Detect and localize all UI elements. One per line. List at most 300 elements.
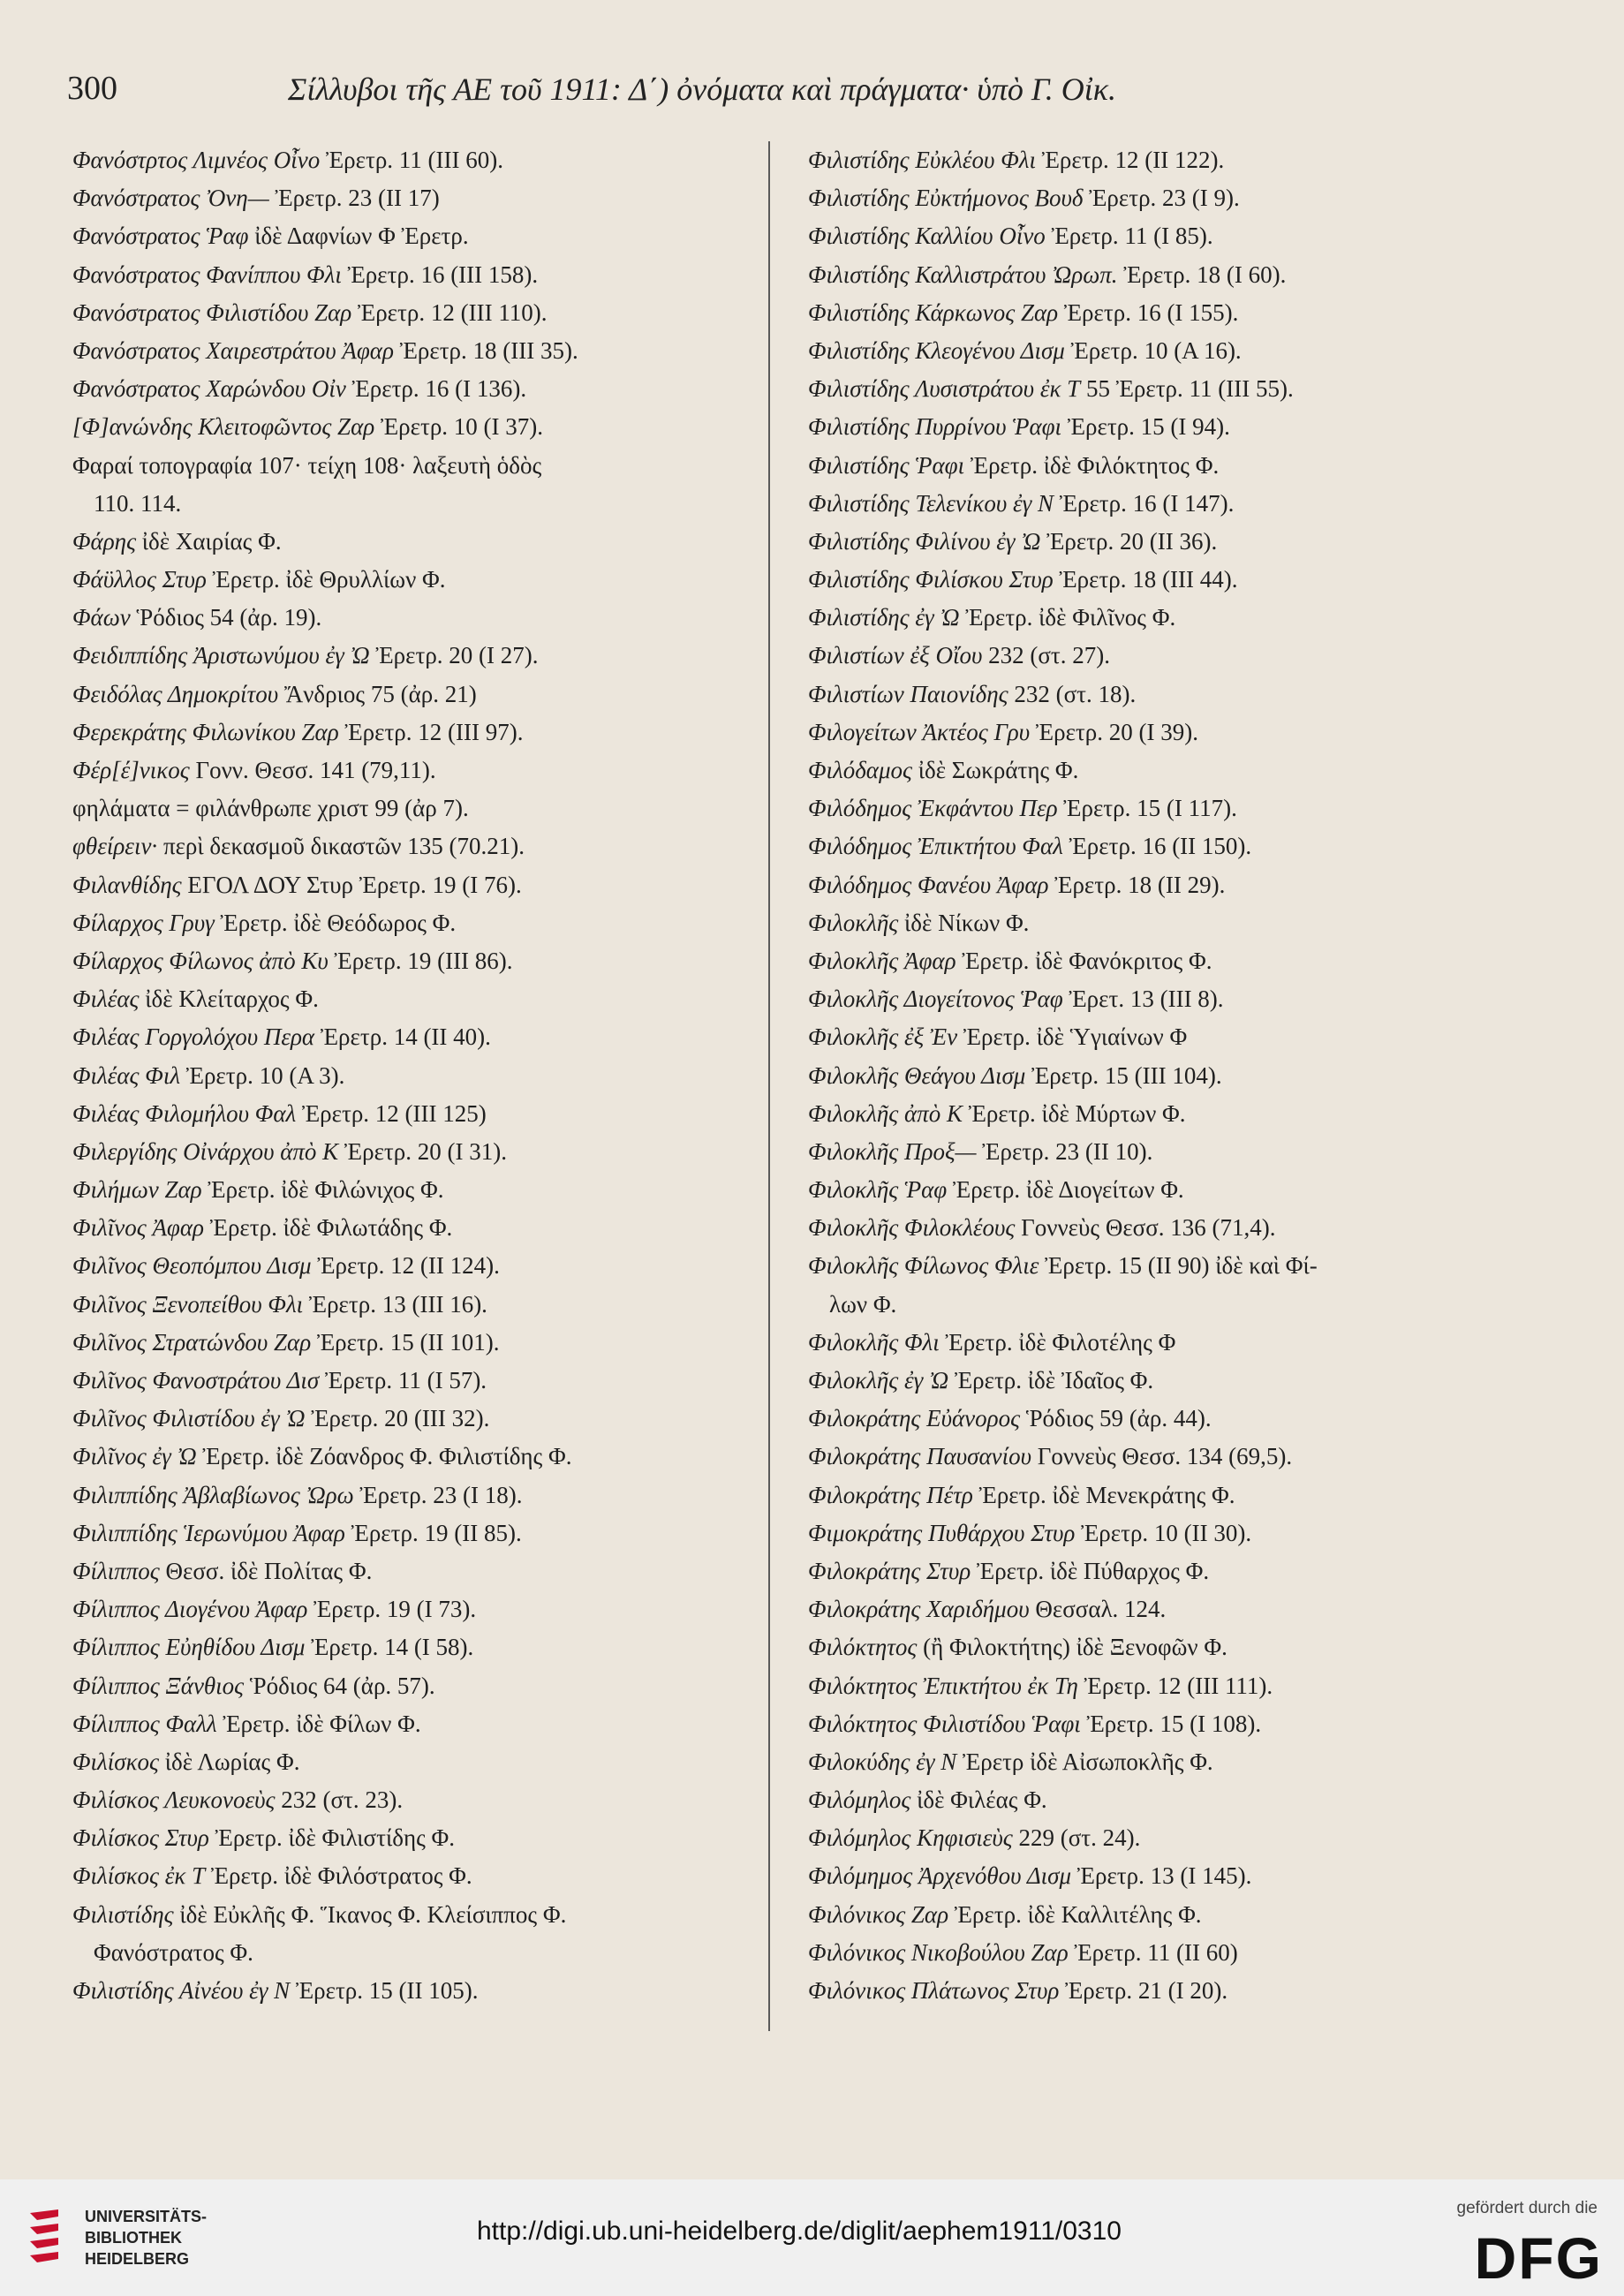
entry-name: Φίλιππος Διογένου Ἀφαρ (72, 1596, 308, 1623)
entry-reference: Ἐρετρ. ἰδὲ Φιλώνιχος Φ. (201, 1176, 444, 1204)
entry-reference: Ἐρετρ. 12 (II 124). (311, 1252, 500, 1280)
entry-reference: Ἐρετρ. 15 (II 105). (290, 1977, 479, 2004)
entry-name: Φιλιστίδης (72, 1900, 174, 1928)
entry-name: Φανόστρατος Ὀνη— (72, 185, 269, 212)
entry-name: Φιλιστίδης Εὐκτήμονος Βουδ (808, 185, 1084, 212)
index-entry (808, 1095, 1532, 1133)
entry-reference: Ἐρετρ. 16 (III 158). (341, 261, 539, 288)
entry-reference: Ἐρετρ. 18 (III 44). (1053, 566, 1238, 593)
index-entry (808, 1133, 1532, 1171)
entry-reference: Ἐρετρ. 23 (I 9). (1083, 185, 1240, 212)
funding-caption: gefördert durch die (1456, 2199, 1598, 2217)
entry-reference: Ἐρετρ. 13 (I 145). (1071, 1862, 1252, 1890)
entry-reference: Ἐρετρ. 15 (II 90) ἰδὲ καὶ Φί- (1039, 1252, 1318, 1280)
entry-reference: Ἐρετρ. 10 (I 37). (374, 413, 544, 441)
entry-reference: Ἐρετρ. 10 (A 16). (1064, 336, 1242, 364)
entry-name: Φιλέας Γοργολόχου Περα (72, 1023, 315, 1051)
entry-name: Φιλοκλῆς Ῥαφ (808, 1176, 948, 1204)
index-entry (72, 447, 797, 485)
index-entry (72, 1400, 797, 1438)
entry-reference: 232 (στ. 27). (982, 642, 1111, 669)
index-entry (808, 1857, 1532, 1895)
entry-reference: Ἐρετρ. ἰδὲ Φιλόκτητος Φ. (964, 451, 1220, 479)
entry-name: Φιλιστίδης Φιλίνου ἐγ Ὠ (808, 527, 1041, 555)
entry-reference: Ἐρετρ. ἰδὲ Φίλων Φ. (216, 1710, 421, 1737)
entry-name: Φιλοκλῆς ἐγ Ὠ (808, 1367, 949, 1393)
page-header (67, 69, 1551, 122)
entry-name: Φιλοκλῆς Φιλοκλέους (808, 1214, 1016, 1242)
entry-reference: ἰδὲ Χαιρίας Φ. (136, 527, 282, 555)
entry-name: Φιλοκράτης Στυρ (808, 1557, 971, 1584)
entry-reference: Ῥόδιος 64 (ἀρ. 57). (244, 1672, 435, 1699)
index-entry (808, 1286, 1532, 1324)
index-entry (72, 751, 797, 789)
entry-reference: Ἐρετρ. 20 (I 31). (338, 1137, 507, 1165)
entry-name: Φιλίσκος Λευκονοεὺς (72, 1786, 276, 1814)
index-entry (72, 1247, 797, 1285)
entry-reference: Ἐρετρ ἰδὲ Αἰσωποκλῆς Φ. (956, 1748, 1213, 1775)
library-name-line: UNIVERSITÄTS- (85, 2208, 208, 2225)
entry-reference: Ῥόδιος 59 (ἀρ. 44). (1020, 1405, 1212, 1432)
index-entry (808, 1209, 1532, 1247)
index-entry (72, 904, 797, 942)
entry-reference: Γονν. Θεσσ. 141 (79,11). (189, 757, 436, 783)
entry-reference: Ἐρετρ. 16 (I 147). (1054, 489, 1235, 517)
index-entry (808, 523, 1532, 561)
entry-name: Φιλόδημος Ἐκφάντου Περ (808, 795, 1058, 822)
entry-reference: 232 (στ. 23). (275, 1786, 404, 1814)
index-entry (808, 332, 1532, 370)
index-entry (72, 942, 797, 980)
entry-reference: Ἐρετρ. 19 (I 73). (307, 1596, 477, 1623)
entry-reference: Ἐρετρ. 10 (A 3). (180, 1061, 345, 1089)
index-entry (808, 1514, 1532, 1552)
entry-name: Φίλιππος Φαλλ (72, 1710, 217, 1737)
index-entry (72, 637, 797, 675)
entry-reference: Ἐρετρ. 15 (I 94). (1061, 413, 1230, 441)
column-divider (768, 141, 770, 2031)
index-entry (808, 217, 1532, 255)
entry-reference: Ἐρετρ. ἰδὲ Ὑγιαίνων Φ (957, 1023, 1188, 1051)
entry-name: Φιλιστίδης Ῥαφι (808, 451, 965, 479)
index-entry (72, 1133, 797, 1171)
index-entry (808, 370, 1532, 408)
index-entry (72, 1819, 797, 1857)
entry-reference: Ἐρετρ. 12 (III 97). (338, 718, 524, 745)
entry-reference: Ἐρετρ. ἰδὲ Μενεκράτης Φ. (972, 1481, 1235, 1508)
right-column (808, 141, 1532, 2010)
entry-name: Φιλοκλῆς Διογείτονος Ῥαφ (808, 986, 1063, 1013)
entry-reference: Ἐρετρ. 15 (I 117). (1057, 795, 1237, 822)
entry-name: Φιλόνικος Ζαρ (808, 1900, 949, 1928)
left-column (72, 141, 797, 2010)
entry-reference: Ἐρετρ. 23 (II 10). (976, 1137, 1153, 1165)
index-entry (808, 714, 1532, 751)
entry-name: Φιλιστίδης Τελενίκου ἐγ Ν (808, 489, 1054, 517)
index-entry (72, 980, 797, 1018)
permalink-url[interactable]: http://digi.ub.uni-heidelberg.de/diglit/aephem1911/0310 (477, 2217, 1122, 2246)
entry-reference: Ἐρετρ. ἰδὲ Φιλόστρατος Φ. (205, 1862, 472, 1890)
index-entry (72, 827, 797, 865)
entry-name: Φιλιστίδης Κάρκωνος Ζαρ (808, 298, 1059, 326)
index-entry (72, 485, 797, 523)
entry-name: Φιλοκλῆς ἀπὸ Κ (808, 1099, 963, 1127)
entry-name: Φιλῖνος Φιλιστίδου ἐγ Ὠ (72, 1405, 306, 1432)
entry-reference: Ἐρετ. 13 (III 8). (1062, 986, 1224, 1013)
entry-name: Φιλιστίδης Καλλίου Οἶνο (808, 223, 1046, 250)
index-entry (808, 1247, 1532, 1285)
entry-name: Φανόστρατος Φανίππου Φλι (72, 261, 342, 288)
entry-name: [Φ]ανώνδης Κλειτοφῶντος Ζαρ (72, 413, 375, 441)
entry-name: Φιλοκλῆς ἐξ Ἐν (808, 1023, 958, 1051)
index-entry (808, 1552, 1532, 1590)
entry-reference: Ἐρετρ. 12 (III 110). (351, 298, 548, 326)
index-entry (72, 179, 797, 217)
entry-name: φθείρειν· (72, 833, 158, 860)
index-entry (72, 1972, 797, 2010)
entry-reference: Ἐρετρ. ἰδὲ Φανόκριτος Φ. (956, 947, 1212, 974)
entry-name: Φιλῖνος Θεοπόμπου Δισμ (72, 1252, 312, 1280)
library-name-line: BIBLIOTHEK (85, 2229, 182, 2247)
index-entry (808, 1018, 1532, 1056)
index-entry (72, 1514, 797, 1552)
index-entry (72, 1324, 797, 1362)
entry-name: Φιλιστίδης Φιλίσκου Στυρ (808, 566, 1054, 593)
entry-name: Φιλόδημος Ἐπικτήτου Φαλ (808, 833, 1063, 860)
entry-reference: Ἐρετρ. 20 (III 32). (305, 1405, 490, 1432)
entry-reference: Ἐρετρ. 20 (I 39). (1030, 718, 1198, 745)
entry-reference: Ἐρετρ. 21 (I 20). (1059, 1977, 1228, 2004)
entry-reference: 55 Ἐρετρ. 11 (III 55). (1080, 375, 1294, 403)
entry-reference: περὶ δεκασμοῦ δικαστῶν 135 (70.21). (157, 833, 525, 860)
index-entry (72, 866, 797, 904)
index-entry (808, 141, 1532, 179)
entry-reference: Ἐρετρ. ἰδὲ Φιλιστίδης Φ. (208, 1824, 455, 1852)
index-entry (72, 1477, 797, 1514)
entry-name: Φανόστρατος Ῥαφ (72, 223, 249, 250)
index-entry (72, 1095, 797, 1133)
index-entry (808, 1171, 1532, 1209)
entry-name: Φιλίσκος (72, 1748, 159, 1775)
entry-name: Φιλοκλῆς Φίλωνος Φλιε (808, 1252, 1039, 1280)
entry-reference: Ἐρετρ. 15 (III 104). (1025, 1061, 1222, 1089)
index-entry (72, 1781, 797, 1819)
index-entry (808, 1590, 1532, 1628)
index-entry (808, 1819, 1532, 1857)
index-entry (808, 179, 1532, 217)
entry-name: Φιλῖνος ἐγ Ὠ (72, 1443, 197, 1470)
entry-reference: Ἐρετρ. 16 (I 136). (345, 375, 527, 403)
index-entry (72, 370, 797, 408)
entry-name: Φάϋλλος Στυρ (72, 566, 207, 593)
entry-name: Φιμοκράτης Πυθάρχου Στυρ (808, 1519, 1076, 1546)
entry-name: Φιλοκλῆς Θεάγου Δισμ (808, 1061, 1026, 1089)
entry-name: Φειδιππίδης Ἀριστωνύμου ἐγ Ὠ (72, 642, 370, 669)
entry-name: Φιλιστίδης Καλλιστράτου Ὠρωπ. (808, 261, 1118, 288)
index-entry (72, 1934, 797, 1972)
entry-name: Φιλῖνος Ἀφαρ (72, 1214, 205, 1242)
entry-reference: Ἐρετρ. 11 (III 60). (320, 147, 504, 173)
entry-name: Φιλίσκος ἐκ Τ (72, 1862, 206, 1890)
index-entry (72, 714, 797, 751)
entry-name: Φιλόνικος Νικοβούλου Ζαρ (808, 1938, 1069, 1966)
entry-name: Φιλοκύδης ἐγ Ν (808, 1748, 957, 1775)
index-entry (72, 1286, 797, 1324)
library-name (85, 2206, 207, 2270)
entry-name: Φιλοκράτης Πέτρ (808, 1481, 973, 1508)
entry-reference: Ἐρετρ. ἰδὲ Θρυλλίων Φ. (206, 566, 446, 593)
entry-name: Φιλιστίων ἐξ Οἴου (808, 642, 983, 669)
entry-name: Φιλόμημος Ἀρχενόθου Δισμ (808, 1862, 1072, 1890)
index-entry (72, 408, 797, 446)
entry-reference: Ἐρετρ. 15 (I 108). (1080, 1710, 1262, 1737)
index-entry (808, 637, 1532, 675)
entry-name: Φιλόκτητος (808, 1634, 918, 1661)
entry-name: Φανόστρατος Φιλιστίδου Ζαρ (72, 298, 352, 326)
entry-name: Φιλοκλῆς Ἀφαρ (808, 947, 956, 974)
entry-reference: Ἐρετρ. 18 (II 29). (1048, 871, 1226, 898)
entry-reference: Ἐρετρ. 14 (II 40). (314, 1023, 491, 1051)
entry-reference: Ἐρετρ. ἰδὲ Θεόδωρος Φ. (214, 909, 457, 936)
entry-reference: Ἐρετρ. ἰδὲ Φιλῖνος Φ. (959, 604, 1176, 631)
entry-reference: φηλάματα = φιλάνθρωπε χριστ 99 (ἀρ 7). (72, 795, 469, 822)
index-entry (808, 676, 1532, 714)
entry-name: Φιλόδημος Φανέου Ἀφαρ (808, 871, 1049, 898)
index-entry (808, 1972, 1532, 2010)
entry-name: Φιλοκράτης Εὐάνορος (808, 1405, 1021, 1432)
index-entry (72, 1018, 797, 1056)
entry-name: Φερεκράτης Φιλωνίκου Ζαρ (72, 718, 339, 745)
entry-reference: 232 (στ. 18). (1008, 680, 1137, 707)
entry-name: Φίλαρχος Γρυγ (72, 909, 215, 936)
index-entry (808, 256, 1532, 294)
entry-reference: Ἐρετρ. 20 (II 36). (1040, 527, 1218, 555)
entry-name: Φιλόκτητος Φιλιστίδου Ῥαφι (808, 1710, 1081, 1737)
index-entry (72, 1857, 797, 1895)
entry-reference: Ἐρετρ. 23 (II 17) (268, 185, 440, 212)
entry-reference: Θεσσ. ἰδὲ Πολίτας Φ. (159, 1557, 373, 1584)
entry-reference: Ἐρετρ. 23 (I 18). (353, 1481, 523, 1508)
entry-reference: 229 (στ. 24). (1012, 1824, 1141, 1852)
entry-name: Φιλανθίδης (72, 871, 182, 898)
entry-name: Φίλιππος Εὐηθίδου Δισμ (72, 1634, 306, 1661)
entry-reference: Ἐρετρ. ἰδὲ Διογείτων Φ. (947, 1176, 1184, 1204)
entry-reference: Φαραί τοπογραφία 107· τείχη 108· λαξευτὴ ὁδὸς (72, 451, 542, 479)
entry-reference: Ἐρετρ. 20 (I 27). (369, 642, 539, 669)
entry-reference: Ἐρετρ. ἰδὲ Μύρτων Φ. (962, 1099, 1186, 1127)
entry-name: Φειδόλας Δημοκρίτου (72, 680, 279, 707)
index-entry (72, 1057, 797, 1095)
index-entry (72, 676, 797, 714)
index-entry (808, 1438, 1532, 1476)
running-title: Σίλλυβοι τῆς ΑΕ τοῦ 1911: Δ΄) ὀνόματα καὶ πράγματα· ὑπὸ Γ. Οἰκ. (288, 72, 1117, 107)
entry-reference: λων Φ. (829, 1290, 897, 1318)
entry-reference: Ἐρετρ. ἰδὲ Ἰδαῖος Φ. (948, 1367, 1154, 1393)
index-entry (72, 1552, 797, 1590)
entry-reference: Ἐρετρ. ἰδὲ Φιλοτέλης Φ (939, 1328, 1176, 1356)
entry-reference: Ἐρετρ. 11 (II 60) (1068, 1938, 1238, 1966)
index-entry (808, 904, 1532, 942)
entry-name: Φιλιστίδης Πυρρίνου Ῥαφι (808, 413, 1062, 441)
entry-reference: Ἐρετρ. 10 (II 30). (1075, 1519, 1252, 1546)
index-entry (72, 1438, 797, 1476)
index-entry (808, 1705, 1532, 1743)
entry-reference: Ἐρετρ. ἰδὲ Καλλιτέλης Φ. (948, 1900, 1202, 1928)
entry-name: Φιλῖνος Ξενοπείθου Φλι (72, 1290, 304, 1318)
library-name-line: HEIDELBERG (85, 2250, 190, 2268)
dfg-logo: DFG (1474, 2225, 1603, 2291)
entry-reference: ἰδὲ Νίκων Φ. (898, 909, 1030, 936)
index-entry (808, 1743, 1532, 1781)
entry-name: Φιλόδαμος (808, 757, 912, 783)
entry-reference: Γοννεὺς Θεσσ. 134 (69,5). (1031, 1443, 1293, 1470)
index-entry (72, 1209, 797, 1247)
index-entry (808, 789, 1532, 827)
index-entry (808, 1934, 1532, 1972)
entry-name: Φιλιστίδης ἐγ Ὠ (808, 604, 960, 631)
index-entry (808, 1477, 1532, 1514)
index-entry (808, 1667, 1532, 1705)
entry-reference: Ἐρετρ. 12 (III 125) (296, 1099, 487, 1127)
entry-name: Φιλιστίδης Εὐκλέου Φλι (808, 147, 1036, 173)
index-entry (72, 1362, 797, 1400)
entry-reference: Ἐρετρ. ἰδὲ Φιλωτάδης Φ. (204, 1214, 453, 1242)
entry-reference: Ἐρετρ. 18 (I 60). (1117, 261, 1287, 288)
index-entry (72, 141, 797, 179)
entry-reference: ἰδὲ Κλείταρχος Φ. (139, 986, 319, 1013)
entry-reference: Ἐρετρ. 13 (III 16). (303, 1290, 487, 1318)
index-entry (808, 1400, 1532, 1438)
entry-name: Φιλέας Φιλ (72, 1061, 181, 1089)
entry-reference: ΕΓΟΛ ΔΟΥ Στυρ Ἐρετρ. 19 (I 76). (181, 871, 522, 898)
index-entry (72, 561, 797, 599)
entry-reference: Φανόστρατος Φ. (94, 1938, 253, 1966)
entry-reference: Ἐρετρ. 15 (II 101). (311, 1328, 500, 1356)
index-entry (72, 1590, 797, 1628)
entry-name: Φιλιστίδης Κλεογένου Δισμ (808, 336, 1065, 364)
university-library-logo-icon (23, 2202, 71, 2277)
index-entry (808, 599, 1532, 637)
entry-name: Φιλόνικος Πλάτωνος Στυρ (808, 1977, 1060, 2004)
index-entry (72, 256, 797, 294)
entry-name: Φιλίσκος Στυρ (72, 1824, 209, 1852)
entry-reference: Θεσσαλ. 124. (1029, 1596, 1167, 1623)
index-entry (72, 217, 797, 255)
entry-reference: Ἐρετρ. ἰδὲ Ζόανδρος Φ. Φιλιστίδης Φ. (196, 1443, 572, 1470)
index-entry (72, 789, 797, 827)
index-entry (808, 1057, 1532, 1095)
viewer-footer (0, 2179, 1624, 2296)
entry-reference: Ἐρετρ. 16 (II 150). (1062, 833, 1252, 860)
entry-name: Φανόστρατος Χαρώνδου Οἰν (72, 375, 346, 403)
index-entry (808, 751, 1532, 789)
entry-name: Φιλογείτων Ἀκτέος Γρυ (808, 718, 1031, 745)
index-entry (808, 447, 1532, 485)
index-entry (72, 599, 797, 637)
page-number: 300 (67, 70, 117, 107)
index-entry (808, 561, 1532, 599)
index-entry (808, 1362, 1532, 1400)
entry-name: Φιλοκράτης Παυσανίου (808, 1443, 1032, 1470)
entry-name: Φιλόμηλος Κηφισιεὺς (808, 1824, 1013, 1852)
entry-name: Φιλιστίων Παιονίδης (808, 680, 1008, 707)
index-entry (72, 332, 797, 370)
entry-name: Φέρ[έ]νικος (72, 757, 190, 783)
entry-name: Φιλοκλῆς Φλι (808, 1328, 940, 1356)
entry-name: Φιλοκλῆς Προξ— (808, 1137, 977, 1165)
index-entry (808, 1324, 1532, 1362)
index-entry (808, 1896, 1532, 1934)
entry-reference: Γοννεὺς Θεσσ. 136 (71,4). (1015, 1214, 1276, 1242)
entry-name: Φιλοκράτης Χαριδήμου (808, 1596, 1030, 1623)
index-entry (808, 866, 1532, 904)
entry-reference: Ἐρετρ. 12 (III 111). (1077, 1672, 1273, 1699)
index-entry (72, 294, 797, 332)
index-entry (72, 1171, 797, 1209)
index-entry (808, 1628, 1532, 1666)
entry-name: Φιλόκτητος Ἐπικτήτου ἐκ Τη (808, 1672, 1078, 1699)
index-entry (808, 294, 1532, 332)
entry-reference: Ἐρετρ. 19 (II 85). (344, 1519, 522, 1546)
entry-name: Φάων (72, 604, 131, 631)
entry-reference: 110. 114. (94, 489, 182, 517)
entry-name: Φάρης (72, 527, 137, 555)
index-entry (808, 827, 1532, 865)
entry-name: Φιλῖνος Φανοστράτου Δισ (72, 1367, 320, 1393)
entry-name: Φιλήμων Ζαρ (72, 1176, 202, 1204)
entry-name: Φιλιστίδης Αἰνέου ἐγ Ν (72, 1977, 291, 2004)
index-entry (808, 942, 1532, 980)
index-entry (808, 980, 1532, 1018)
entry-name: Φιλῖνος Στρατώνδου Ζαρ (72, 1328, 312, 1356)
entry-reference: (ἢ Φιλοκτήτης) ἰδὲ Ξενοφῶν Φ. (917, 1634, 1227, 1661)
index-entry (72, 1628, 797, 1666)
entry-reference: ἰδὲ Λωρίας Φ. (158, 1748, 300, 1775)
entry-reference: Ἐρετρ. 18 (III 35). (393, 336, 578, 364)
entry-reference: ἰδὲ Σωκράτης Φ. (911, 757, 1079, 783)
entry-reference: Ἐρετρ. 14 (I 58). (305, 1634, 474, 1661)
index-entry (808, 1781, 1532, 1819)
entry-name: Φιλιππίδης Ἀβλαβίωνος Ὠρω (72, 1481, 354, 1508)
entry-reference: Ἐρετρ. ἰδὲ Πύθαρχος Φ. (971, 1557, 1210, 1584)
entry-reference: Ἄνδριος 75 (ἀρ. 21) (278, 680, 477, 707)
index-entry (72, 523, 797, 561)
entry-reference: ἰδὲ Φιλέας Φ. (910, 1786, 1047, 1814)
entry-name: Φανόστρτος Λιμνέος Οἶνο (72, 147, 321, 173)
entry-name: Φιλιππίδης Ἱερωνύμου Ἀφαρ (72, 1519, 345, 1546)
entry-reference: Ἐρετρ. 11 (I 57). (319, 1367, 487, 1393)
entry-name: Φιλοκλῆς (808, 909, 899, 936)
entry-name: Φανόστρατος Χαιρεστράτου Ἀφαρ (72, 336, 394, 364)
entry-reference: Ἐρετρ. 11 (I 85). (1045, 223, 1213, 250)
entry-reference: Ἐρετρ. 12 (II 122). (1035, 147, 1225, 173)
index-entry (72, 1667, 797, 1705)
index-entry (808, 408, 1532, 446)
entry-name: Φιλιστίδης Λυσιστράτου ἐκ Τ (808, 375, 1081, 403)
index-entry (808, 485, 1532, 523)
index-entry (72, 1705, 797, 1743)
entry-name: Φιλέας (72, 986, 140, 1013)
entry-reference: Ῥόδιος 54 (ἀρ. 19). (130, 604, 322, 631)
entry-reference: Ἐρετρ. 19 (III 86). (328, 947, 513, 974)
entry-reference: ἰδὲ Δαφνίων Φ Ἐρετρ. (248, 223, 469, 250)
entry-name: Φιλεργίδης Οἰνάρχου ἀπὸ Κ (72, 1137, 339, 1165)
entry-reference: Ἐρετρ. 16 (I 155). (1058, 298, 1239, 326)
entry-reference: ἰδὲ Εὐκλῆς Φ. Ἵκανος Φ. Κλείσιππος Φ. (173, 1900, 567, 1928)
entry-name: Φιλέας Φιλομήλου Φαλ (72, 1099, 297, 1127)
entry-name: Φίλιππος (72, 1557, 160, 1584)
entry-name: Φίλιππος Ξάνθιος (72, 1672, 245, 1699)
